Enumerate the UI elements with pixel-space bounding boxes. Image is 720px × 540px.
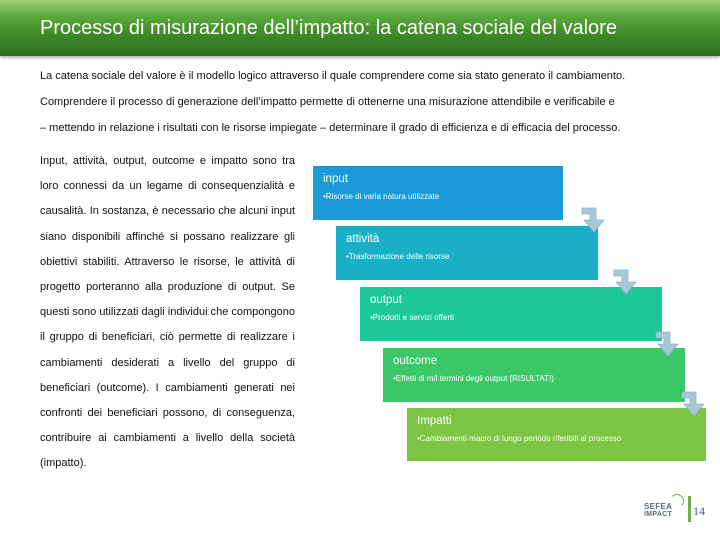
logo-text-2: IMPACT xyxy=(644,511,673,518)
slide-title: Processo di misurazione dell’impatto: la catena sociale del valore xyxy=(40,17,617,39)
chain-step-attivita xyxy=(336,226,598,280)
chain-arrow-2 xyxy=(612,268,640,296)
chain-step-desc: •Effetti di m/l termini degli output (RISULTATI) xyxy=(393,374,554,383)
chain-step-title: output xyxy=(370,294,402,306)
chain-step-title: input xyxy=(323,173,348,185)
chain-arrow-4 xyxy=(680,390,708,418)
chain-step-desc: •Cambiamenti macro di lungo periodo riferibili al processo xyxy=(417,434,622,443)
chain-step-desc: •Trasformazione delle risorse xyxy=(346,252,450,261)
chain-step-desc: •Risorse di varia natura utilizzate xyxy=(323,192,440,201)
body-paragraph: Input, attività, output, outcome e impatto sono tra loro connessi da un legame di consequenzialità e causalità. In sostanza, è necessario che alcuni input siano disponibili affinché si possano realizzare gli obiettivi stabiliti. Attraverso le risorse, le attività di progetto porteranno alla produzione di output. Se questi sono utilizzati dagli individui che compongono il gruppo di beneficiari, ciò permette di realizzare i cambiamenti desiderati a livello del gruppo di beneficiari (outcome). I cambiamenti generati nei confronti dei beneficiari possono, di conseguenza, contribuire ai cambiamenti a livello della società (impatto). xyxy=(40,155,295,470)
chain-step-title: attività xyxy=(346,233,380,245)
chain-step-outcome xyxy=(383,348,685,402)
page-number: 14 xyxy=(693,504,705,518)
chain-step-input xyxy=(313,166,563,220)
intro-line-3: – mettendo in relazione i risultati con le risorse impiegate – determinare il grado di efficienza e di efficacia del processo. xyxy=(40,122,621,134)
sefea-impact-logo xyxy=(640,494,686,524)
chain-step-impatti xyxy=(407,408,706,461)
chain-step-desc: •Prodotti e servizi offerti xyxy=(370,313,455,322)
chain-step-title: outcome xyxy=(393,355,438,367)
chain-arrow-1 xyxy=(580,206,608,234)
title-bar xyxy=(0,0,720,56)
logo-divider xyxy=(688,496,691,522)
intro-line-2: Comprendere il processo di generazione dell’impatto permette di ottenerne una misurazione attendibile e verificabile e xyxy=(40,96,615,108)
intro-line-1: La catena sociale del valore è il modello logico attraverso il quale comprendere come sia stato generato il cambiamento. xyxy=(40,70,626,82)
chain-step-title: Impatti xyxy=(417,415,452,427)
chain-arrow-3 xyxy=(654,330,682,358)
logo-text-1: SEFEA xyxy=(644,502,673,511)
